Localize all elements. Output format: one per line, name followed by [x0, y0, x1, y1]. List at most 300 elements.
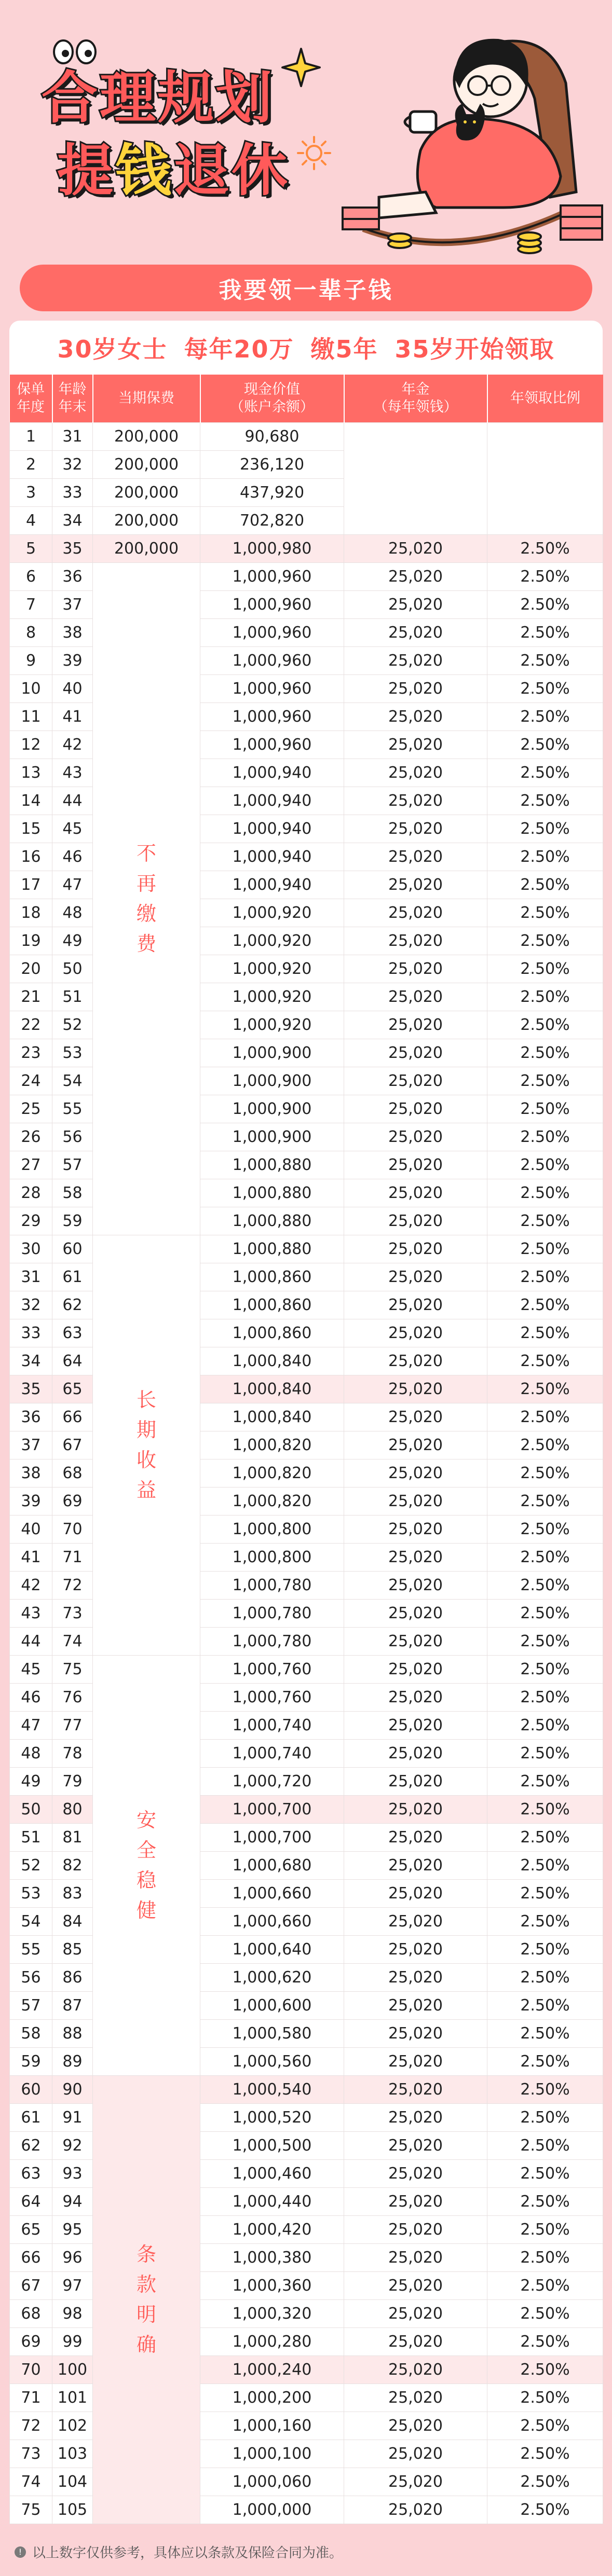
ratio-cell: 2.50% — [487, 2299, 603, 2327]
policy-year-cell: 65 — [10, 2215, 52, 2243]
age-cell: 81 — [52, 1823, 93, 1851]
policy-year-cell: 33 — [10, 1319, 52, 1347]
annuity-cell: 25,020 — [344, 899, 487, 927]
ratio-cell: 2.50% — [487, 702, 603, 731]
cash-value-cell: 1,000,640 — [200, 1935, 344, 1963]
premium-cell: 200,000 — [93, 506, 200, 534]
premium-cell: 200,000 — [93, 450, 200, 478]
cash-value-cell: 1,000,960 — [200, 731, 344, 759]
age-cell: 95 — [52, 2215, 93, 2243]
age-cell: 71 — [52, 1543, 93, 1571]
age-cell: 51 — [52, 983, 93, 1011]
age-cell: 52 — [52, 1011, 93, 1039]
policy-year-cell: 27 — [10, 1151, 52, 1179]
ratio-cell: 2.50% — [487, 2187, 603, 2215]
column-header-1: 保单 年度 — [10, 375, 52, 422]
policy-year-cell: 10 — [10, 674, 52, 702]
title-line-2-part-b: 退休 — [173, 139, 290, 203]
age-cell: 65 — [52, 1375, 93, 1403]
cash-value-cell: 90,680 — [200, 422, 344, 450]
age-cell: 83 — [52, 1879, 93, 1907]
annuity-cell: 25,020 — [344, 1767, 487, 1795]
ratio-cell: 2.50% — [487, 871, 603, 899]
age-cell: 46 — [52, 843, 93, 871]
note-text: 安全稳健 — [137, 1809, 157, 1922]
policy-year-cell: 8 — [10, 618, 52, 646]
annuity-cell: 25,020 — [344, 1095, 487, 1123]
age-cell: 53 — [52, 1039, 93, 1067]
cash-value-cell: 1,000,760 — [200, 1655, 344, 1683]
ratio-cell: 2.50% — [487, 759, 603, 787]
policy-year-cell: 52 — [10, 1851, 52, 1879]
policy-year-cell: 22 — [10, 1011, 52, 1039]
cash-value-cell: 1,000,860 — [200, 1319, 344, 1347]
policy-year-cell: 21 — [10, 983, 52, 1011]
ratio-cell: 2.50% — [487, 2412, 603, 2440]
age-cell: 32 — [52, 450, 93, 478]
age-cell: 47 — [52, 871, 93, 899]
ratio-cell: 2.50% — [487, 1935, 603, 1963]
cash-value-cell: 437,920 — [200, 478, 344, 506]
age-cell: 66 — [52, 1403, 93, 1431]
age-cell: 61 — [52, 1263, 93, 1291]
cash-value-cell: 1,000,880 — [200, 1207, 344, 1235]
age-cell: 86 — [52, 1963, 93, 1991]
ratio-cell: 2.50% — [487, 2131, 603, 2159]
policy-year-cell: 34 — [10, 1347, 52, 1375]
cash-value-cell: 1,000,840 — [200, 1375, 344, 1403]
age-cell: 92 — [52, 2131, 93, 2159]
policy-year-cell: 7 — [10, 590, 52, 618]
ratio-cell: 2.50% — [487, 2103, 603, 2131]
annuity-cell: 25,020 — [344, 1795, 487, 1823]
age-cell: 48 — [52, 899, 93, 927]
age-cell: 82 — [52, 1851, 93, 1879]
age-cell: 41 — [52, 702, 93, 731]
policy-year-cell: 53 — [10, 1879, 52, 1907]
age-cell: 74 — [52, 1627, 93, 1655]
policy-year-cell: 64 — [10, 2187, 52, 2215]
cash-value-cell: 1,000,940 — [200, 759, 344, 787]
ratio-cell: 2.50% — [487, 1179, 603, 1207]
policy-year-cell: 24 — [10, 1067, 52, 1095]
age-cell: 90 — [52, 2075, 93, 2103]
cash-value-cell: 1,000,740 — [200, 1739, 344, 1767]
ratio-cell: 2.50% — [487, 1515, 603, 1543]
ratio-cell: 2.50% — [487, 1067, 603, 1095]
title-line-2-part-a: 提 — [57, 139, 116, 203]
cash-value-cell: 1,000,060 — [200, 2468, 344, 2496]
cash-value-cell: 1,000,820 — [200, 1431, 344, 1459]
cash-value-cell: 1,000,960 — [200, 618, 344, 646]
cash-value-cell: 1,000,700 — [200, 1823, 344, 1851]
policy-year-cell: 50 — [10, 1795, 52, 1823]
age-cell: 84 — [52, 1907, 93, 1935]
annuity-cell: 25,020 — [344, 1179, 487, 1207]
cash-value-cell: 1,000,920 — [200, 955, 344, 983]
ratio-cell: 2.50% — [487, 1655, 603, 1683]
annuity-cell: 25,020 — [344, 1571, 487, 1599]
age-cell: 93 — [52, 2159, 93, 2187]
policy-year-cell: 66 — [10, 2243, 52, 2271]
ratio-cell: 2.50% — [487, 2496, 603, 2524]
age-cell: 70 — [52, 1515, 93, 1543]
ratio-cell: 2.50% — [487, 1291, 603, 1319]
cash-value-cell: 1,000,560 — [200, 2047, 344, 2075]
annuity-cell: 25,020 — [344, 1347, 487, 1375]
ratio-cell: 2.50% — [487, 927, 603, 955]
age-cell: 72 — [52, 1571, 93, 1599]
age-cell: 45 — [52, 815, 93, 843]
column-header-2: 年龄 年末 — [52, 375, 93, 422]
cash-value-cell: 1,000,100 — [200, 2440, 344, 2468]
ratio-cell: 2.50% — [487, 1263, 603, 1291]
ratio-cell: 2.50% — [487, 1151, 603, 1179]
cash-value-cell: 1,000,800 — [200, 1515, 344, 1543]
table-row — [10, 2075, 603, 2103]
cash-value-cell: 1,000,960 — [200, 702, 344, 731]
ratio-cell: 2.50% — [487, 534, 603, 562]
note-text: 条款明确 — [137, 2243, 157, 2356]
age-cell: 35 — [52, 534, 93, 562]
policy-year-cell: 16 — [10, 843, 52, 871]
cash-value-cell: 1,000,160 — [200, 2412, 344, 2440]
age-cell: 100 — [52, 2355, 93, 2384]
policy-year-cell: 35 — [10, 1375, 52, 1403]
policy-year-cell: 55 — [10, 1935, 52, 1963]
policy-year-cell: 46 — [10, 1683, 52, 1711]
age-cell: 69 — [52, 1487, 93, 1515]
policy-year-cell: 4 — [10, 506, 52, 534]
age-cell: 75 — [52, 1655, 93, 1683]
cash-value-cell: 1,000,920 — [200, 1011, 344, 1039]
cash-value-cell: 1,000,840 — [200, 1403, 344, 1431]
age-cell: 73 — [52, 1599, 93, 1627]
age-cell: 50 — [52, 955, 93, 983]
disclaimer-text: 以上数字仅供参考，具体应以条款及保险合同为准。 — [32, 2545, 343, 2561]
ratio-cell: 2.50% — [487, 1039, 603, 1067]
ratio-cell: 2.50% — [487, 646, 603, 674]
premium-cell: 200,000 — [93, 478, 200, 506]
cash-value-cell: 1,000,860 — [200, 1263, 344, 1291]
age-cell: 42 — [52, 731, 93, 759]
age-cell: 89 — [52, 2047, 93, 2075]
policy-year-cell: 5 — [10, 534, 52, 562]
ratio-cell: 2.50% — [487, 590, 603, 618]
annuity-cell: 25,020 — [344, 1543, 487, 1571]
cash-value-cell: 1,000,760 — [200, 1683, 344, 1711]
ratio-cell: 2.50% — [487, 1823, 603, 1851]
column-header-6: 年领取比例 — [487, 375, 603, 422]
annuity-cell: 25,020 — [344, 1459, 487, 1487]
annuity-cell: 25,020 — [344, 1431, 487, 1459]
cash-value-cell: 1,000,000 — [200, 2496, 344, 2524]
age-cell: 54 — [52, 1067, 93, 1095]
age-cell: 39 — [52, 646, 93, 674]
age-cell: 78 — [52, 1739, 93, 1767]
cash-value-cell: 1,000,420 — [200, 2215, 344, 2243]
cash-value-cell: 1,000,940 — [200, 843, 344, 871]
annuity-cell: 25,020 — [344, 534, 487, 562]
cash-value-cell: 1,000,840 — [200, 1347, 344, 1375]
annuity-cell: 25,020 — [344, 1851, 487, 1879]
ratio-cell: 2.50% — [487, 2075, 603, 2103]
age-cell: 49 — [52, 927, 93, 955]
age-cell: 60 — [52, 1235, 93, 1263]
ratio-cell: 2.50% — [487, 1431, 603, 1459]
title-line-2 — [42, 135, 290, 208]
policy-year-cell: 67 — [10, 2271, 52, 2299]
policy-year-cell: 29 — [10, 1207, 52, 1235]
table-row — [10, 422, 603, 450]
policy-year-cell: 74 — [10, 2468, 52, 2496]
age-cell: 91 — [52, 2103, 93, 2131]
ratio-cell: 2.50% — [487, 2215, 603, 2243]
policy-year-cell: 6 — [10, 562, 52, 590]
policy-year-cell: 28 — [10, 1179, 52, 1207]
annuity-cell: 25,020 — [344, 1235, 487, 1263]
age-cell: 101 — [52, 2384, 93, 2412]
cash-value-cell: 1,000,700 — [200, 1795, 344, 1823]
policy-year-cell: 17 — [10, 871, 52, 899]
cash-value-cell: 1,000,780 — [200, 1627, 344, 1655]
column-header-4: 现金价值 （账户余额） — [200, 375, 344, 422]
annuity-cell: 25,020 — [344, 590, 487, 618]
ratio-cell: 2.50% — [487, 2327, 603, 2355]
ratio-cell: 2.50% — [487, 955, 603, 983]
cash-value-cell: 1,000,940 — [200, 787, 344, 815]
annuity-cell: 25,020 — [344, 1207, 487, 1235]
table-header-row — [10, 375, 603, 422]
age-cell: 34 — [52, 506, 93, 534]
age-cell: 40 — [52, 674, 93, 702]
age-cell: 64 — [52, 1347, 93, 1375]
ratio-cell: 2.50% — [487, 1347, 603, 1375]
annuity-cell: 25,020 — [344, 843, 487, 871]
cash-value-cell: 1,000,980 — [200, 534, 344, 562]
policy-year-cell: 42 — [10, 1571, 52, 1599]
ratio-cell: 2.50% — [487, 1235, 603, 1263]
annuity-cell: 25,020 — [344, 1655, 487, 1683]
table-row — [10, 1655, 603, 1683]
annuity-cell: 25,020 — [344, 2271, 487, 2299]
policy-year-cell: 70 — [10, 2355, 52, 2384]
ratio-cell: 2.50% — [487, 1627, 603, 1655]
policy-year-cell: 25 — [10, 1095, 52, 1123]
cash-value-cell: 236,120 — [200, 450, 344, 478]
age-cell: 59 — [52, 1207, 93, 1235]
cash-value-cell: 1,000,880 — [200, 1235, 344, 1263]
age-cell: 68 — [52, 1459, 93, 1487]
policy-year-cell: 60 — [10, 2075, 52, 2103]
policy-year-cell: 54 — [10, 1907, 52, 1935]
policy-year-cell: 49 — [10, 1767, 52, 1795]
annuity-cell: 25,020 — [344, 815, 487, 843]
table-row — [10, 534, 603, 562]
cash-value-cell: 1,000,860 — [200, 1291, 344, 1319]
age-cell: 77 — [52, 1711, 93, 1739]
annuity-cell: 25,020 — [344, 1515, 487, 1543]
cash-value-cell: 1,000,780 — [200, 1571, 344, 1599]
age-cell: 102 — [52, 2412, 93, 2440]
premium-cell: 200,000 — [93, 422, 200, 450]
policy-year-cell: 75 — [10, 2496, 52, 2524]
note-cell — [93, 1655, 200, 2075]
cash-value-cell: 1,000,600 — [200, 1991, 344, 2019]
annuity-cell: 25,020 — [344, 1599, 487, 1627]
annuity-cell: 25,020 — [344, 731, 487, 759]
ratio-cell: 2.50% — [487, 2243, 603, 2271]
woman-rocking-chair-illustration — [332, 21, 612, 265]
annuity-cell: 25,020 — [344, 1907, 487, 1935]
annuity-cell: 25,020 — [344, 2103, 487, 2131]
policy-year-cell: 69 — [10, 2327, 52, 2355]
ratio-cell: 2.50% — [487, 1319, 603, 1347]
title-line-2-highlight: 钱 — [115, 139, 174, 203]
policy-year-cell: 41 — [10, 1543, 52, 1571]
age-cell: 37 — [52, 590, 93, 618]
annuity-cell: 25,020 — [344, 871, 487, 899]
age-cell: 63 — [52, 1319, 93, 1347]
ratio-cell: 2.50% — [487, 1011, 603, 1039]
cash-value-cell: 1,000,920 — [200, 899, 344, 927]
age-cell: 57 — [52, 1151, 93, 1179]
cash-value-cell: 1,000,900 — [200, 1039, 344, 1067]
cash-value-cell: 1,000,660 — [200, 1879, 344, 1907]
annuity-cell: 25,020 — [344, 2384, 487, 2412]
age-cell: 58 — [52, 1179, 93, 1207]
annuity-cell: 25,020 — [344, 1683, 487, 1711]
annuity-cell: 25,020 — [344, 2215, 487, 2243]
hero-header — [0, 0, 612, 262]
cash-value-cell: 1,000,800 — [200, 1543, 344, 1571]
annuity-cell: 25,020 — [344, 1039, 487, 1067]
age-cell: 104 — [52, 2468, 93, 2496]
cash-value-cell: 1,000,580 — [200, 2019, 344, 2047]
ratio-cell: 2.50% — [487, 2019, 603, 2047]
ratio-cell: 2.50% — [487, 1403, 603, 1431]
cash-value-cell: 1,000,520 — [200, 2103, 344, 2131]
policy-year-cell: 47 — [10, 1711, 52, 1739]
age-cell: 56 — [52, 1123, 93, 1151]
policy-year-cell: 61 — [10, 2103, 52, 2131]
ratio-cell: 2.50% — [487, 1739, 603, 1767]
cash-value-cell: 1,000,880 — [200, 1179, 344, 1207]
annuity-cell: 25,020 — [344, 2468, 487, 2496]
policy-year-cell: 14 — [10, 787, 52, 815]
policy-year-cell: 59 — [10, 2047, 52, 2075]
ratio-cell: 2.50% — [487, 2440, 603, 2468]
policy-year-cell: 63 — [10, 2159, 52, 2187]
annuity-cell: 25,020 — [344, 1403, 487, 1431]
policy-year-cell: 23 — [10, 1039, 52, 1067]
annuity-cell: 25,020 — [344, 2243, 487, 2271]
ratio-empty-cell — [487, 422, 603, 534]
ratio-cell: 2.50% — [487, 1459, 603, 1487]
annuity-cell: 25,020 — [344, 702, 487, 731]
policy-year-cell: 19 — [10, 927, 52, 955]
ratio-cell: 2.50% — [487, 1095, 603, 1123]
annuity-cell: 25,020 — [344, 2075, 487, 2103]
age-cell: 31 — [52, 422, 93, 450]
cash-value-cell: 702,820 — [200, 506, 344, 534]
annuity-cell: 25,020 — [344, 2159, 487, 2187]
policy-year-cell: 57 — [10, 1991, 52, 2019]
age-cell: 76 — [52, 1683, 93, 1711]
annuity-cell: 25,020 — [344, 1123, 487, 1151]
age-cell: 79 — [52, 1767, 93, 1795]
annuity-cell: 25,020 — [344, 1711, 487, 1739]
annuity-cell: 25,020 — [344, 1963, 487, 1991]
annuity-cell: 25,020 — [344, 2355, 487, 2384]
cash-value-cell: 1,000,900 — [200, 1067, 344, 1095]
policy-year-cell: 1 — [10, 422, 52, 450]
title-block — [42, 62, 290, 208]
benefit-table — [9, 375, 603, 2524]
cash-value-cell: 1,000,960 — [200, 674, 344, 702]
age-cell: 85 — [52, 1935, 93, 1963]
annuity-cell: 25,020 — [344, 2440, 487, 2468]
ratio-cell: 2.50% — [487, 1795, 603, 1823]
annuity-cell: 25,020 — [344, 2019, 487, 2047]
policy-year-cell: 40 — [10, 1515, 52, 1543]
annuity-cell: 25,020 — [344, 1375, 487, 1403]
cash-value-cell: 1,000,940 — [200, 871, 344, 899]
ratio-cell: 2.50% — [487, 1487, 603, 1515]
age-cell: 88 — [52, 2019, 93, 2047]
annuity-cell: 25,020 — [344, 927, 487, 955]
info-icon: ! — [15, 2546, 26, 2558]
age-cell: 36 — [52, 562, 93, 590]
age-cell: 67 — [52, 1431, 93, 1459]
ratio-cell: 2.50% — [487, 1123, 603, 1151]
ratio-cell: 2.50% — [487, 731, 603, 759]
policy-year-cell: 20 — [10, 955, 52, 983]
cash-value-cell: 1,000,720 — [200, 1767, 344, 1795]
title-line-1: 合理规划 — [42, 66, 275, 131]
mascot-eyes-icon — [52, 36, 99, 67]
policy-year-cell: 44 — [10, 1627, 52, 1655]
policy-year-cell: 37 — [10, 1431, 52, 1459]
age-cell: 94 — [52, 2187, 93, 2215]
ratio-cell: 2.50% — [487, 787, 603, 815]
banner: 我要领一辈子钱 — [20, 265, 592, 311]
cash-value-cell: 1,000,680 — [200, 1851, 344, 1879]
policy-year-cell: 12 — [10, 731, 52, 759]
annuity-cell: 25,020 — [344, 1291, 487, 1319]
annuity-cell: 25,020 — [344, 674, 487, 702]
ratio-cell: 2.50% — [487, 674, 603, 702]
policy-year-cell: 68 — [10, 2299, 52, 2327]
sparkle-icon — [280, 47, 322, 88]
annuity-cell: 25,020 — [344, 1991, 487, 2019]
ratio-cell: 2.50% — [487, 2355, 603, 2384]
annuity-cell: 25,020 — [344, 562, 487, 590]
annuity-cell: 25,020 — [344, 646, 487, 674]
policy-year-cell: 26 — [10, 1123, 52, 1151]
policy-year-cell: 31 — [10, 1263, 52, 1291]
cash-value-cell: 1,000,380 — [200, 2243, 344, 2271]
age-cell: 96 — [52, 2243, 93, 2271]
cash-value-cell: 1,000,880 — [200, 1151, 344, 1179]
annuity-cell: 25,020 — [344, 2496, 487, 2524]
ratio-cell: 2.50% — [487, 1851, 603, 1879]
disclaimer — [15, 2542, 343, 2561]
note-text: 长期收益 — [137, 1388, 157, 1501]
policy-year-cell: 73 — [10, 2440, 52, 2468]
annuity-cell: 25,020 — [344, 1879, 487, 1907]
note-cell — [93, 1235, 200, 1655]
